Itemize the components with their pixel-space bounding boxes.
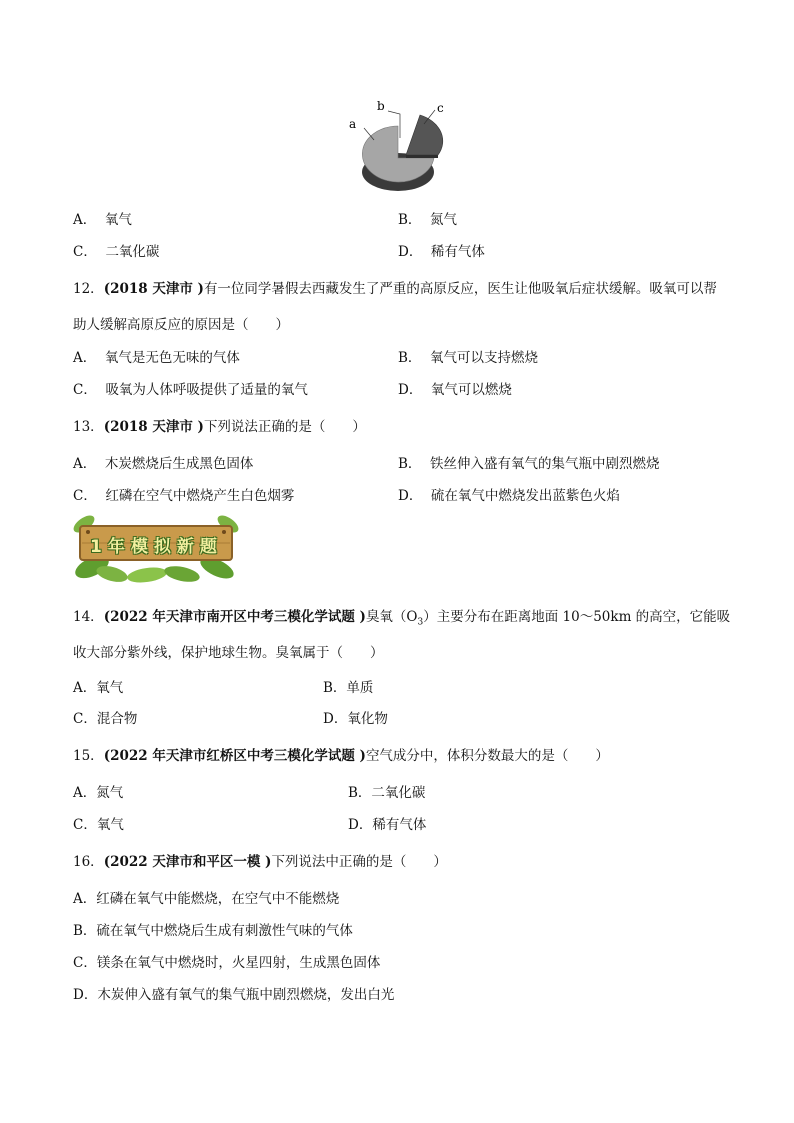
q13-option-d: D． 硫在氧气中燃烧发出蓝紫色火焰 [398,488,620,504]
q12-option-d: D． 氧气可以燃烧 [398,382,512,398]
q11-option-d: D． 稀有气体 [398,244,485,260]
q12-option-b: B． 氧气可以支持燃烧 [398,350,539,366]
q12-option-c: C． 吸氧为人体呼吸提供了适量的氧气 [73,382,308,398]
pie-label-b: b [377,99,385,113]
q12-source: (2018 天津市 ) [103,281,204,297]
q15-option-c: C．氧气 [73,817,124,833]
q16-source: (2022 天津市和平区一模 ) [103,854,272,870]
q12-stem-line2: 助人缓解高原反应的原因是（ ） [73,317,289,333]
q11-option-a: A． 氧气 [73,212,132,228]
pie-label-c: c [437,101,444,115]
section-badge [72,512,240,584]
q15-option-d: D．稀有气体 [348,817,427,833]
q15-source: (2022 年天津市红桥区中考三模化学试题 ) [103,748,366,764]
q12-option-a: A． 氧气是无色无味的气体 [73,350,240,366]
q16-option-c: C．镁条在氧气中燃烧时，火星四射，生成黑色固体 [73,955,381,971]
q16-option-a: A．红磷在氧气中能燃烧，在空气中不能燃烧 [73,891,340,907]
q11-option-b: B． 氮气 [398,212,458,228]
q11-option-c: C． 二氧化碳 [73,244,160,260]
q13-option-b: B． 铁丝伸入盛有氧气的集气瓶中剧烈燃烧 [398,456,660,472]
q12-stem-line1: 12．(2018 天津市 )有一位同学暑假去西藏发生了严重的高原反应，医生让他吸氧后症状缓解。吸氧可以帮 [73,281,717,297]
q15-stem: 15．(2022 年天津市红桥区中考三模化学试题 )空气成分中，体积分数最大的是（ ） [73,748,609,764]
q14-stem-line1: 14．(2022 年天津市南开区中考三模化学试题 )臭氧$(O_3)$主要分布在距离地面 10～50km 的高空，它能吸 [73,609,731,628]
q14-source: (2022 年天津市南开区中考三模化学试题 ) [103,609,366,625]
q16-option-d: D．木炭伸入盛有氧气的集气瓶中剧烈燃烧，发出白光 [73,987,395,1003]
q14-stem-line2: 收大部分紫外线，保护地球生物。臭氧属于（ ） [73,645,384,661]
q14-option-c: C．混合物 [73,711,138,727]
section-badge-label: 1年模拟新题 [90,537,223,557]
q14-option-d: D．氧化物 [323,711,388,727]
q14-option-b: B．单质 [323,680,374,696]
q13-stem: 13．(2018 天津市 )下列说法正确的是（ ） [73,419,366,435]
pie-slice-c [406,115,443,155]
q13-option-c: C． 红磷在空气中燃烧产生白色烟雾 [73,488,295,504]
q16-stem: 16．(2022 天津市和平区一模 )下列说法中正确的是（ ） [73,854,447,870]
air-composition-pie-figure [340,98,450,198]
pie-slice-c-edge [406,155,438,158]
q15-option-a: A．氮气 [73,785,124,801]
pie-label-a: a [349,117,357,131]
q13-source: (2018 天津市 ) [103,419,204,435]
q13-option-a: A． 木炭燃烧后生成黑色固体 [73,456,254,472]
q15-option-b: B．二氧化碳 [348,785,426,801]
q16-option-b: B．硫在氧气中燃烧后生成有刺激性气味的气体 [73,923,353,939]
q14-option-a: A．氧气 [73,680,124,696]
